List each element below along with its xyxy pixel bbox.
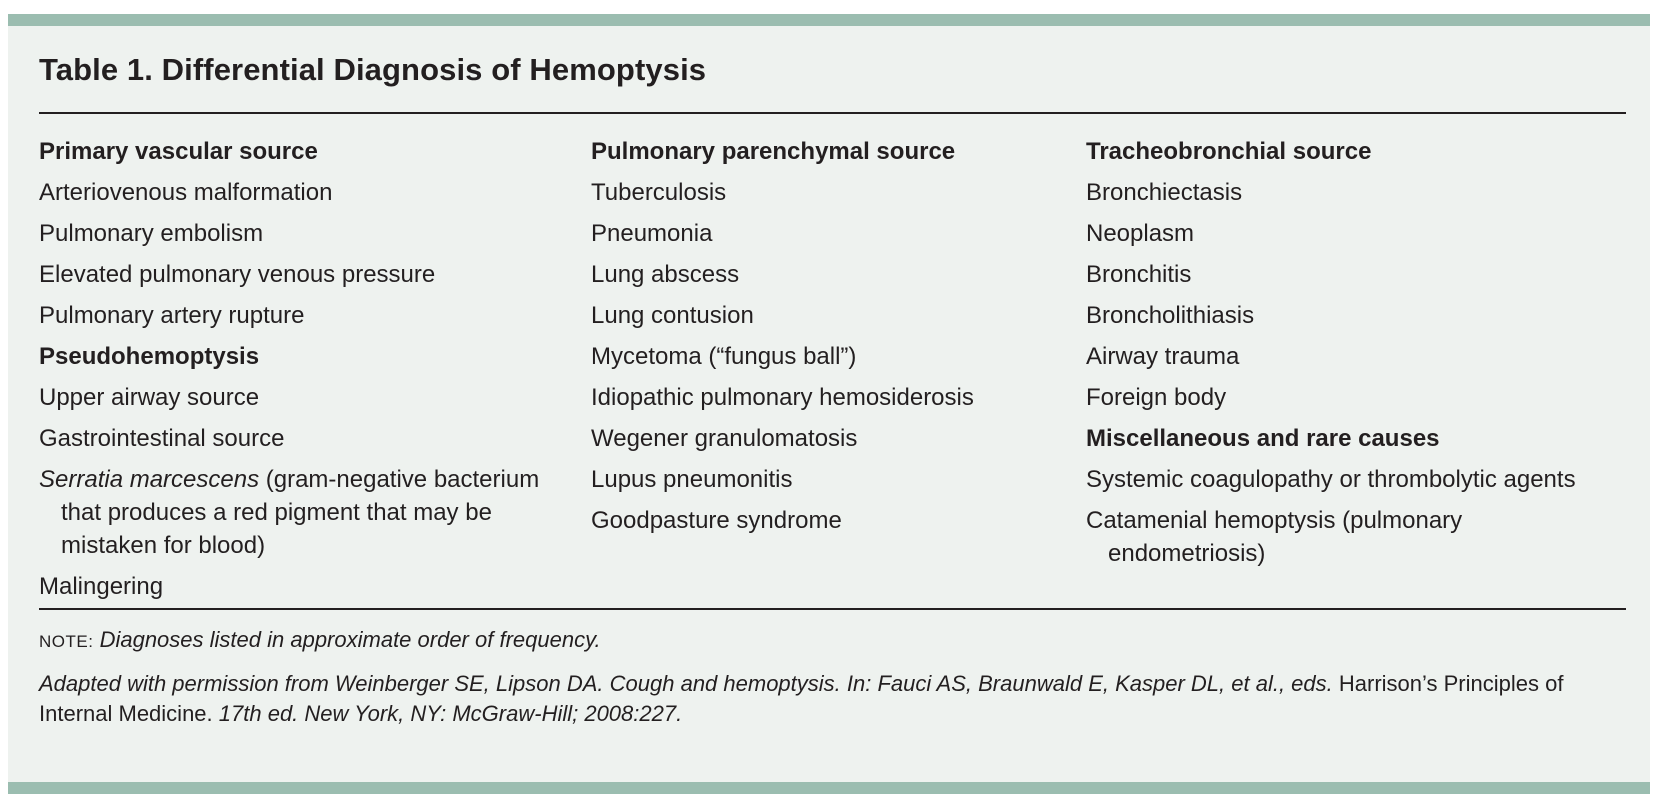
source-citation [39, 669, 1626, 729]
source-part-3: 17th ed. New York, NY: McGraw-Hill; 2008:227. [218, 701, 683, 726]
diagnosis-item: Upper airway source [39, 384, 260, 411]
note-label: NOTE: [39, 632, 94, 651]
diagnosis-item: Mycetoma (“fungus ball”) [591, 343, 857, 370]
diagnosis-item: Lung abscess [591, 261, 740, 288]
diagnosis-item: Pneumonia [591, 220, 713, 247]
diagnosis-item: Goodpasture syndrome [591, 507, 842, 534]
diagnosis-item: Bronchiectasis [1086, 179, 1243, 206]
diagnosis-item: Broncholithiasis [1086, 302, 1255, 329]
bottom-accent-bar [8, 782, 1650, 794]
section-heading: Pseudohemoptysis [39, 343, 260, 370]
diagnosis-item: Systemic coagulopathy or thrombolytic agents [1086, 466, 1576, 493]
diagnosis-item: Pulmonary embolism [39, 220, 264, 247]
diagnosis-item: Foreign body [1086, 384, 1227, 411]
table-panel [8, 14, 1650, 794]
diagnosis-item: Neoplasm [1086, 220, 1195, 247]
diagnosis-item: Elevated pulmonary venous pressure [39, 261, 436, 288]
diagnosis-item: Tuberculosis [591, 179, 727, 206]
section-heading: Miscellaneous and rare causes [1086, 425, 1440, 452]
diagnosis-item: Pulmonary artery rupture [39, 302, 305, 329]
diagnosis-item [39, 463, 559, 562]
diagnosis-item: Catamenial hemoptysis (pulmonary endometriosis) [1086, 507, 1463, 567]
source-part-1: Adapted with permission from Weinberger SE, Lipson DA. Cough and hemoptysis. In: Fauci AS, Braunwald E, Kasper DL, et al., eds. [39, 671, 1333, 696]
diagnosis-item: Idiopathic pulmonary hemosiderosis [591, 384, 974, 411]
section-heading: Pulmonary parenchymal source [591, 138, 956, 165]
diagnosis-item: Wegener granulomatosis [591, 425, 858, 452]
title-divider [39, 112, 1626, 114]
source-book-title: Harrison’s Principles of Internal Medicine. [39, 671, 1564, 726]
section-heading: Tracheobronchial source [1086, 138, 1372, 165]
diagnosis-description: (gram-negative bacterium that produces a red pigment that may be mistaken for blood) [61, 466, 540, 559]
column-1 [39, 135, 559, 611]
column-3 [1086, 135, 1626, 578]
diagnosis-item: Gastrointestinal source [39, 425, 285, 452]
diagnosis-item: Arteriovenous malformation [39, 179, 333, 206]
diagnosis-item: Bronchitis [1086, 261, 1192, 288]
note-text: Diagnoses listed in approximate order of frequency. [99, 627, 601, 652]
column-2 [591, 135, 1071, 545]
diagnosis-item: Lung contusion [591, 302, 754, 329]
table-note [39, 625, 601, 657]
table-title: Table 1. Differential Diagnosis of Hemoptysis [39, 52, 707, 87]
diagnosis-item: Airway trauma [1086, 343, 1240, 370]
section-heading: Primary vascular source [39, 138, 318, 165]
footer-divider [39, 608, 1626, 610]
top-accent-bar [8, 14, 1650, 26]
diagnosis-item: Lupus pneumonitis [591, 466, 793, 493]
diagnosis-item: Malingering [39, 573, 164, 600]
organism-name: Serratia marcescens [39, 466, 260, 493]
